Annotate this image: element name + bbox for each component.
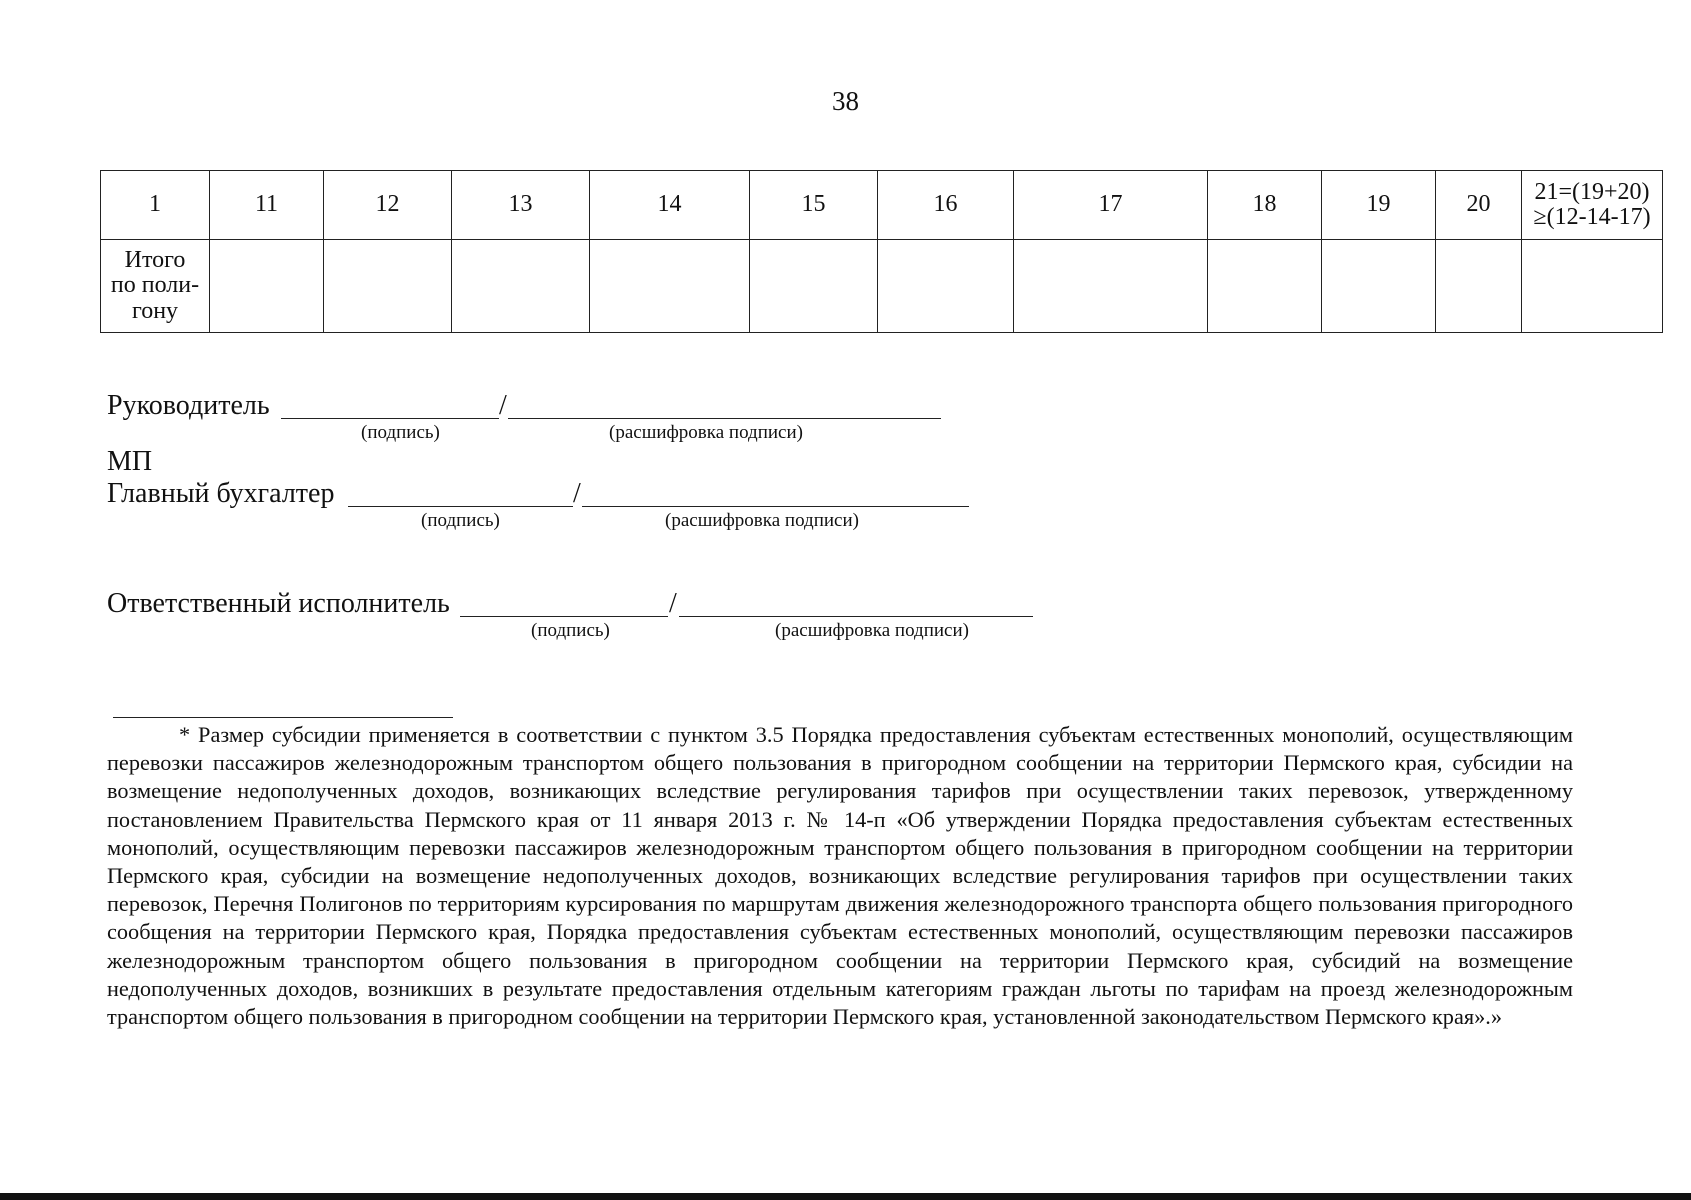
accountant-slash: / <box>573 478 581 509</box>
table-cell <box>452 240 590 333</box>
table-cell <box>1522 240 1663 333</box>
subsidy-table <box>100 170 1663 333</box>
header-cell: 14 <box>590 171 750 240</box>
scan-bottom-edge <box>0 1193 1691 1200</box>
executor-label: Ответственный исполнитель <box>107 588 450 619</box>
head-label: Руководитель <box>107 390 270 421</box>
head-sign-caption: (подпись) <box>361 422 440 443</box>
header-cell: 17 <box>1014 171 1208 240</box>
head-signature-line <box>281 418 499 419</box>
table-row <box>101 240 1663 333</box>
header-cell: 18 <box>1208 171 1322 240</box>
table-cell <box>210 240 324 333</box>
accountant-decode-caption: (расшифровка подписи) <box>665 510 859 531</box>
table-cell: Итого по поли- гону <box>101 240 210 333</box>
head-decode-line <box>508 418 941 419</box>
table-cell <box>590 240 750 333</box>
header-cell: 16 <box>878 171 1014 240</box>
header-cell: 20 <box>1436 171 1522 240</box>
table-cell <box>1322 240 1436 333</box>
header-cell: 11 <box>210 171 324 240</box>
accountant-decode-line <box>582 506 969 507</box>
table-cell <box>750 240 878 333</box>
header-cell: 21=(19+20) ≥(12-14-17) <box>1522 171 1663 240</box>
table-cell <box>1014 240 1208 333</box>
header-cell: 19 <box>1322 171 1436 240</box>
executor-decode-caption: (расшифровка подписи) <box>775 620 969 641</box>
header-cell: 1 <box>101 171 210 240</box>
executor-signature-line <box>460 616 668 617</box>
header-cell: 15 <box>750 171 878 240</box>
table-cell <box>1436 240 1522 333</box>
accountant-signature-block <box>107 478 987 538</box>
table-cell <box>1208 240 1322 333</box>
executor-sign-caption: (подпись) <box>531 620 610 641</box>
table-cell <box>324 240 452 333</box>
table-cell <box>878 240 1014 333</box>
accountant-sign-caption: (подпись) <box>421 510 500 531</box>
accountant-signature-line <box>348 506 573 507</box>
page-number: 38 <box>832 86 859 116</box>
executor-signature-block <box>107 588 1047 648</box>
head-signature-block <box>107 390 957 450</box>
executor-decode-line <box>679 616 1033 617</box>
footnote-separator <box>113 717 453 718</box>
head-decode-caption: (расшифровка подписи) <box>609 422 803 443</box>
head-slash: / <box>499 390 507 421</box>
stamp-placeholder: МП <box>107 446 153 477</box>
accountant-label: Главный бухгалтер <box>107 478 335 509</box>
header-cell: 13 <box>452 171 590 240</box>
footnote-text: * Размер субсидии применяется в соответствии с пунктом 3.5 Порядка предоставления субъектам естественных монополий, осуществляющим перевозки пассажиров железнодорожным транспортом общего пользования в пригородном сообщении на территории Пермского края, субсидии на возмещение недополученных доходов, возникающих вследствие регулирования тарифов при осуществлении таких перевозок, утвержденному постановлением Правительства Пермского края от 11 января 2013 г. № 14-п «Об утверждении Порядка предоставления субъектам естественных монополий, осуществляющим перевозки пассажиров железнодорожным транспортом общего пользования в пригородном сообщении на территории Пермского края, субсидии на возмещение недополученных доходов, возникающих вследствие регулирования тарифов при осуществлении таких перевозок, Перечня Полигонов по территориям курсирования по маршрутам движения железнодорожного транспорта общего пользования пригородного сообщения на территории Пермского края, Порядка предоставления субъектам естественных монополий, осуществляющим перевозки пассажиров железнодорожным транспортом общего пользования в пригородном сообщении на территории Пермского края, субсидий на возмещение недополученных доходов, возникших в результате предоставления отдельным категориям граждан льготы по тарифам на проезд железнодорожным транспортом общего пользования в пригородном сообщении на территории Пермского края, установленной законодательством Пермского края».» <box>107 722 1573 1030</box>
executor-slash: / <box>669 588 677 619</box>
table-header-row <box>101 171 1663 240</box>
header-cell: 12 <box>324 171 452 240</box>
